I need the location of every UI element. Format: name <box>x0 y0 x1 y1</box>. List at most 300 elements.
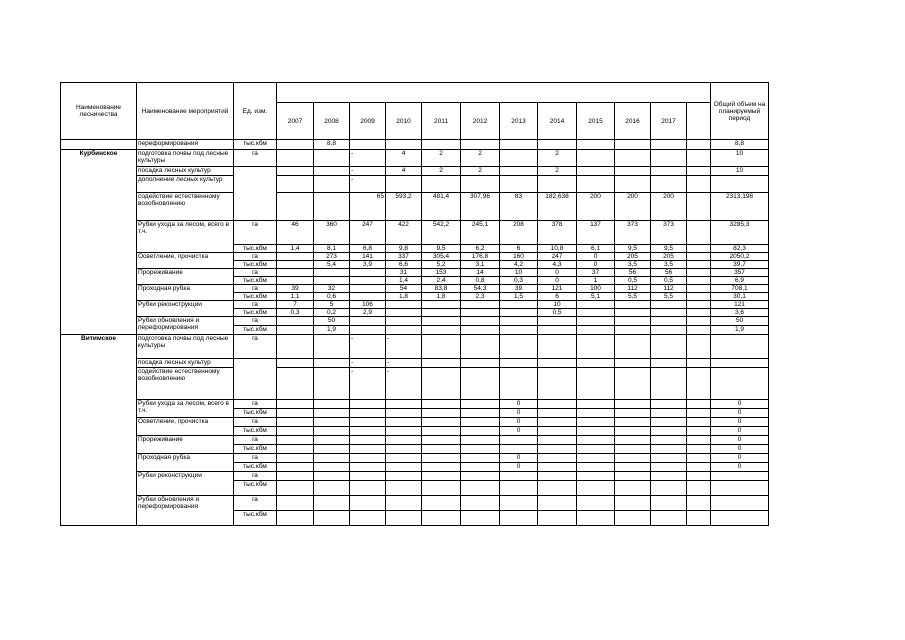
year-value-cell: 176,8 <box>461 253 500 261</box>
year-value-cell <box>277 326 314 335</box>
year-value-cell: 5,5 <box>615 293 651 301</box>
year-value-cell <box>615 427 651 436</box>
year-value-cell <box>422 427 461 436</box>
spacer-cell <box>687 427 711 436</box>
year-value-cell <box>651 335 687 359</box>
year-value-cell <box>615 326 651 335</box>
table-row <box>61 359 769 368</box>
unit-cell: тыс.кбм <box>234 481 277 496</box>
year-value-cell <box>577 326 615 335</box>
year-value-cell: - <box>350 368 386 400</box>
year-value-cell <box>615 454 651 463</box>
year-value-cell: 106 <box>350 301 386 309</box>
total-value-cell: 1,9 <box>711 326 769 335</box>
year-value-cell: 2 <box>538 150 577 167</box>
year-value-cell: 0 <box>500 400 538 409</box>
year-value-cell <box>314 481 350 496</box>
unit-cell: га <box>234 317 277 326</box>
spacer-cell <box>687 167 711 176</box>
year-value-cell: - <box>350 176 386 193</box>
year-value-cell <box>577 472 615 481</box>
year-value-cell: 9,5 <box>651 245 687 253</box>
year-value-cell <box>500 511 538 526</box>
year-value-cell <box>651 368 687 400</box>
year-value-cell <box>386 472 422 481</box>
unit-cell: тыс.кбм <box>234 511 277 526</box>
year-value-cell <box>461 400 500 409</box>
year-value-cell: 2,3 <box>461 293 500 301</box>
year-value-cell: 100 <box>577 285 615 293</box>
year-value-cell: 245,1 <box>461 221 500 245</box>
year-value-cell: 205 <box>615 253 651 261</box>
year-value-cell: 5 <box>314 301 350 309</box>
activity-name-cell: дополнение лесных культур <box>137 176 234 193</box>
year-value-cell: 10 <box>500 269 538 277</box>
year-value-cell <box>386 418 422 427</box>
year-value-cell <box>422 301 461 309</box>
year-value-cell: 0 <box>500 463 538 472</box>
year-value-cell <box>314 150 350 167</box>
spacer-cell <box>687 511 711 526</box>
spacer-cell <box>687 301 711 309</box>
year-value-cell: 54 <box>386 285 422 293</box>
year-value-cell: 6,2 <box>461 245 500 253</box>
unit-cell: тыс.кбм <box>234 463 277 472</box>
year-value-cell <box>577 454 615 463</box>
total-value-cell: 0 <box>711 454 769 463</box>
year-value-cell: 9,5 <box>615 245 651 253</box>
activity-name-cell: Рубки ухода за лесом, всего в т.ч. <box>137 221 234 253</box>
spacer-cell <box>687 409 711 418</box>
spacer-cell <box>687 245 711 253</box>
year-value-cell <box>314 359 350 368</box>
year-value-cell <box>314 269 350 277</box>
year-value-cell <box>277 454 314 463</box>
year-value-cell: 5,2 <box>422 261 461 269</box>
activity-name-cell: переформирования <box>137 140 234 150</box>
year-value-cell: 137 <box>577 221 615 245</box>
year-value-cell <box>350 496 386 511</box>
year-value-cell <box>277 418 314 427</box>
year-value-cell <box>538 481 577 496</box>
year-value-cell: 3,5 <box>615 261 651 269</box>
year-value-cell <box>500 436 538 445</box>
table-row <box>61 436 769 445</box>
year-value-cell: 2 <box>538 167 577 176</box>
year-value-cell <box>386 317 422 326</box>
unit-cell: тыс.кбм <box>234 245 277 253</box>
year-value-cell <box>461 463 500 472</box>
year-value-cell: 0,3 <box>500 277 538 285</box>
year-value-cell <box>422 445 461 454</box>
year-value-cell: 3,5 <box>651 261 687 269</box>
activity-name-cell: Осветление, прочистка <box>137 418 234 436</box>
year-value-cell <box>651 150 687 167</box>
year-value-cell: 0 <box>538 277 577 285</box>
year-value-cell <box>461 368 500 400</box>
year-value-cell: 0,3 <box>277 309 314 317</box>
year-value-cell: - <box>386 335 422 359</box>
unit-cell: га <box>234 436 277 445</box>
table-row <box>61 285 769 293</box>
year-value-cell <box>422 463 461 472</box>
year-value-cell: 2 <box>422 150 461 167</box>
year-value-cell <box>386 445 422 454</box>
unit-cell: тыс.кбм <box>234 409 277 418</box>
year-value-cell <box>350 293 386 301</box>
year-value-cell: 273 <box>314 253 350 261</box>
year-value-cell <box>386 176 422 193</box>
year-value-cell: 1,1 <box>277 293 314 301</box>
header-year: 2016 <box>615 103 651 140</box>
year-value-cell: 4 <box>386 167 422 176</box>
year-value-cell <box>615 436 651 445</box>
year-value-cell: 200 <box>577 193 615 221</box>
year-value-cell: 2,4 <box>422 277 461 285</box>
header-total: Общий объем на планируемый период <box>711 83 769 140</box>
year-value-cell <box>538 400 577 409</box>
year-value-cell: 593,2 <box>386 193 422 221</box>
year-value-cell <box>461 481 500 496</box>
year-value-cell <box>651 176 687 193</box>
year-value-cell: 54,3 <box>461 285 500 293</box>
year-value-cell <box>651 496 687 511</box>
spacer-cell <box>687 293 711 301</box>
table-row <box>61 253 769 261</box>
activity-name-cell: Осветление, прочистка <box>137 253 234 269</box>
year-value-cell <box>277 176 314 193</box>
year-value-cell <box>314 176 350 193</box>
activity-name-cell: содействие естественному возобновлению <box>137 368 234 400</box>
year-value-cell <box>538 445 577 454</box>
year-value-cell <box>651 418 687 427</box>
header-row-top <box>61 83 769 103</box>
year-value-cell <box>422 481 461 496</box>
total-value-cell <box>711 176 769 193</box>
unit-cell: тыс.кбм <box>234 140 277 150</box>
year-value-cell: 378 <box>538 221 577 245</box>
year-value-cell: 305,4 <box>422 253 461 261</box>
total-value-cell: 0 <box>711 427 769 436</box>
year-value-cell <box>422 140 461 150</box>
year-value-cell <box>314 472 350 481</box>
year-value-cell <box>651 463 687 472</box>
year-value-cell <box>277 472 314 481</box>
year-value-cell <box>577 140 615 150</box>
year-value-cell <box>422 368 461 400</box>
total-value-cell: 0 <box>711 445 769 454</box>
year-value-cell: 4 <box>386 150 422 167</box>
year-value-cell <box>615 167 651 176</box>
year-value-cell <box>314 335 350 359</box>
year-value-cell <box>577 309 615 317</box>
year-value-cell <box>651 445 687 454</box>
spacer-cell <box>687 317 711 326</box>
unit-cell: тыс.кбм <box>234 277 277 285</box>
year-value-cell <box>538 326 577 335</box>
year-value-cell <box>651 167 687 176</box>
year-value-cell <box>422 359 461 368</box>
year-value-cell <box>577 436 615 445</box>
unit-cell: га <box>234 269 277 277</box>
year-value-cell: 200 <box>651 193 687 221</box>
year-value-cell <box>277 400 314 409</box>
activity-name-cell: посадка лесных культур <box>137 359 234 368</box>
year-value-cell: 0 <box>500 409 538 418</box>
table-row <box>61 193 769 221</box>
spacer-cell <box>687 400 711 409</box>
year-value-cell <box>386 454 422 463</box>
spacer-cell <box>687 481 711 496</box>
year-value-cell: 0,5 <box>615 277 651 285</box>
forest-activities-table <box>60 82 769 526</box>
spacer-cell <box>687 335 711 359</box>
year-value-cell <box>651 481 687 496</box>
year-value-cell <box>615 463 651 472</box>
year-value-cell: 9,8 <box>386 245 422 253</box>
year-value-cell <box>350 454 386 463</box>
year-value-cell <box>461 359 500 368</box>
total-value-cell: 3,6 <box>711 309 769 317</box>
year-value-cell <box>277 167 314 176</box>
year-value-cell <box>651 317 687 326</box>
year-value-cell: 39 <box>277 285 314 293</box>
year-value-cell <box>461 301 500 309</box>
total-value-cell: 708,1 <box>711 285 769 293</box>
year-value-cell: 121 <box>538 285 577 293</box>
total-value-cell: 6,9 <box>711 277 769 285</box>
year-value-cell <box>538 454 577 463</box>
year-value-cell: 10 <box>538 301 577 309</box>
year-value-cell <box>577 463 615 472</box>
spacer-cell <box>687 368 711 400</box>
year-value-cell <box>615 481 651 496</box>
header-year: 2013 <box>500 103 538 140</box>
forestry-name-cell: Курбинское <box>61 150 137 335</box>
year-value-cell <box>615 140 651 150</box>
unit-cell: тыс.кбм <box>234 261 277 269</box>
year-value-cell: 5,5 <box>651 293 687 301</box>
spacer-cell <box>687 221 711 245</box>
year-value-cell <box>577 481 615 496</box>
year-value-cell: 6,1 <box>577 245 615 253</box>
year-value-cell <box>350 400 386 409</box>
year-value-cell: 247 <box>538 253 577 261</box>
spacer-cell <box>687 445 711 454</box>
year-value-cell: 1,4 <box>277 245 314 253</box>
year-value-cell <box>386 427 422 436</box>
year-value-cell: 2 <box>461 167 500 176</box>
year-value-cell: 1,5 <box>500 293 538 301</box>
header-year: 2008 <box>314 103 350 140</box>
year-value-cell <box>314 409 350 418</box>
total-value-cell <box>711 368 769 400</box>
unit-cell: га <box>234 221 277 245</box>
year-value-cell: 0,5 <box>538 309 577 317</box>
year-value-cell <box>615 150 651 167</box>
year-value-cell <box>386 511 422 526</box>
year-value-cell <box>500 150 538 167</box>
year-value-cell <box>577 317 615 326</box>
year-value-cell <box>422 317 461 326</box>
unit-cell: тыс.кбм <box>234 445 277 454</box>
table-body <box>61 83 769 526</box>
year-value-cell <box>461 326 500 335</box>
year-value-cell <box>461 472 500 481</box>
year-value-cell <box>577 150 615 167</box>
year-value-cell: 10,8 <box>538 245 577 253</box>
year-value-cell: - <box>350 167 386 176</box>
year-value-cell <box>500 481 538 496</box>
year-value-cell <box>538 463 577 472</box>
total-value-cell: 2313,198 <box>711 193 769 221</box>
year-value-cell: 14 <box>461 269 500 277</box>
year-value-cell <box>651 436 687 445</box>
year-value-cell <box>651 409 687 418</box>
spacer-cell <box>687 150 711 167</box>
year-value-cell: 7 <box>277 301 314 309</box>
total-value-cell: 8,8 <box>711 140 769 150</box>
year-value-cell <box>538 359 577 368</box>
year-value-cell: 1,8 <box>422 293 461 301</box>
year-value-cell <box>422 454 461 463</box>
year-value-cell: 422 <box>386 221 422 245</box>
year-value-cell: 112 <box>615 285 651 293</box>
year-value-cell: 0 <box>577 253 615 261</box>
year-value-cell <box>386 496 422 511</box>
year-value-cell <box>386 301 422 309</box>
year-value-cell <box>500 335 538 359</box>
total-value-cell: 121 <box>711 301 769 309</box>
year-value-cell: 56 <box>615 269 651 277</box>
spacer-cell <box>687 472 711 481</box>
year-value-cell <box>538 472 577 481</box>
year-value-cell: 4,3 <box>538 261 577 269</box>
year-value-cell <box>500 176 538 193</box>
year-value-cell <box>350 277 386 285</box>
year-value-cell <box>615 409 651 418</box>
year-value-cell <box>651 326 687 335</box>
spacer-cell <box>687 269 711 277</box>
table-row <box>61 269 769 277</box>
year-value-cell <box>615 496 651 511</box>
year-value-cell <box>615 472 651 481</box>
year-value-cell <box>277 261 314 269</box>
year-value-cell: 182,638 <box>538 193 577 221</box>
year-value-cell <box>461 511 500 526</box>
year-value-cell: 5,1 <box>577 293 615 301</box>
year-value-cell <box>538 409 577 418</box>
year-value-cell: 360 <box>314 221 350 245</box>
year-value-cell <box>277 193 314 221</box>
table-row <box>61 150 769 167</box>
year-value-cell <box>461 427 500 436</box>
header-year: 2009 <box>350 103 386 140</box>
unit-cell: га <box>234 301 277 309</box>
header-unit: Ед. изм. <box>234 83 277 140</box>
year-value-cell <box>277 436 314 445</box>
year-value-cell <box>314 511 350 526</box>
unit-cell: га <box>234 400 277 409</box>
year-value-cell <box>277 253 314 261</box>
year-value-cell <box>651 140 687 150</box>
year-value-cell <box>461 140 500 150</box>
document-page <box>60 82 769 526</box>
year-value-cell <box>422 409 461 418</box>
total-value-cell: 0 <box>711 418 769 427</box>
year-value-cell: 1,4 <box>386 277 422 285</box>
year-value-cell <box>350 511 386 526</box>
year-value-cell <box>615 309 651 317</box>
year-value-cell <box>538 335 577 359</box>
year-value-cell <box>422 176 461 193</box>
year-value-cell <box>314 167 350 176</box>
year-value-cell <box>577 511 615 526</box>
year-value-cell <box>651 359 687 368</box>
year-value-cell: 1 <box>577 277 615 285</box>
spacer-cell <box>687 436 711 445</box>
year-value-cell <box>350 481 386 496</box>
year-value-cell: 481,4 <box>422 193 461 221</box>
activity-name-cell: подготовка почвы под лесные культуры <box>137 335 234 359</box>
year-value-cell <box>577 368 615 400</box>
spacer-cell <box>687 309 711 317</box>
spacer-cell <box>687 454 711 463</box>
year-value-cell: 39 <box>500 285 538 293</box>
year-value-cell: 8,1 <box>314 245 350 253</box>
header-spacer <box>687 103 711 140</box>
year-value-cell: 83 <box>500 193 538 221</box>
year-value-cell <box>314 193 350 221</box>
year-value-cell <box>651 472 687 481</box>
header-year: 2017 <box>651 103 687 140</box>
year-value-cell: 0,6 <box>314 293 350 301</box>
year-value-cell: 0 <box>538 269 577 277</box>
year-value-cell <box>422 326 461 335</box>
year-value-cell: 247 <box>350 221 386 245</box>
year-value-cell: 31 <box>386 269 422 277</box>
spacer-cell <box>687 463 711 472</box>
unit-cell <box>234 167 277 221</box>
unit-cell: тыс.кбм <box>234 427 277 436</box>
year-value-cell: - <box>350 359 386 368</box>
total-value-cell: 30,1 <box>711 293 769 301</box>
year-value-cell: 337 <box>386 253 422 261</box>
year-value-cell <box>500 368 538 400</box>
year-value-cell <box>422 511 461 526</box>
year-value-cell <box>314 418 350 427</box>
activity-name-cell: Рубки реконструкции <box>137 472 234 496</box>
year-value-cell <box>500 326 538 335</box>
year-value-cell <box>350 418 386 427</box>
year-value-cell <box>615 368 651 400</box>
activity-name-cell: Рубки ухода за лесом, всего в т.ч. <box>137 400 234 418</box>
unit-cell: га <box>234 496 277 511</box>
year-value-cell: 3,9 <box>350 261 386 269</box>
year-value-cell <box>277 359 314 368</box>
year-value-cell: 4,2 <box>500 261 538 269</box>
year-value-cell <box>615 418 651 427</box>
year-value-cell <box>314 445 350 454</box>
table-row <box>61 335 769 359</box>
year-value-cell: 1,9 <box>314 326 350 335</box>
year-value-cell: 205 <box>651 253 687 261</box>
year-value-cell <box>651 400 687 409</box>
year-value-cell <box>500 309 538 317</box>
year-value-cell <box>615 445 651 454</box>
year-value-cell <box>277 481 314 496</box>
year-value-cell: 1,8 <box>386 293 422 301</box>
